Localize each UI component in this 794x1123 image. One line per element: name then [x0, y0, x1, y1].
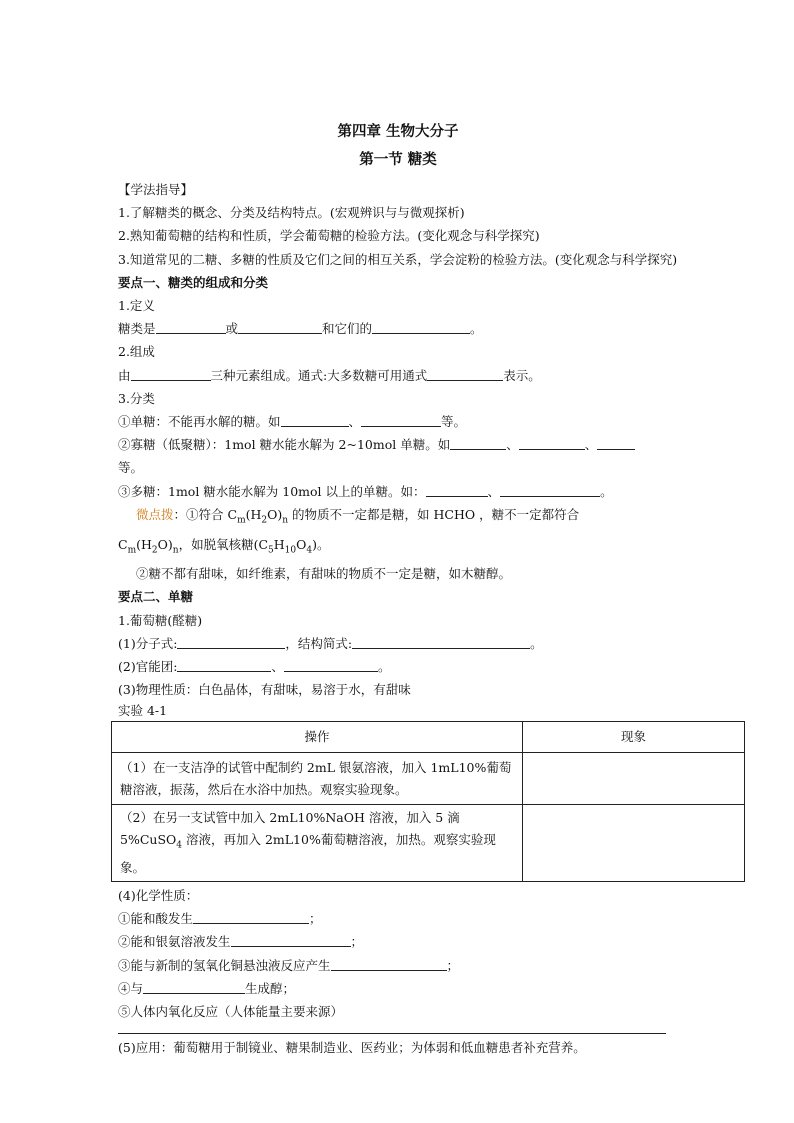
point2-heading: 要点二、单糖	[118, 589, 194, 605]
monosaccharide-line	[118, 410, 678, 433]
table-header-operation: 操作	[112, 722, 523, 753]
definition-heading: 1.定义	[118, 298, 155, 314]
composition-line	[118, 364, 678, 387]
functional-text-c: 。	[377, 659, 391, 675]
mono-text-a: ①单糖：不能再水解的糖。如	[118, 414, 281, 430]
glucose-heading: 1.葡萄糖(醛糖)	[118, 612, 203, 628]
mono-text-b: 、	[348, 414, 362, 430]
poly-text-b: 、	[487, 483, 501, 499]
chem1-text-b: ；	[309, 911, 322, 927]
study-guide-item-2: 2.熟知葡萄糖的结构和性质，学会葡萄糖的检验方法。(变化观念与科学探究)	[118, 228, 540, 244]
mono-text-c: 等。	[441, 414, 467, 430]
definition-text-d: 。	[470, 321, 483, 337]
oligo-blank-3[interactable]	[597, 435, 635, 450]
answer-line[interactable]	[118, 1033, 666, 1034]
worksheet-page	[118, 118, 678, 1059]
experiment-label: 实验 4-1	[118, 703, 168, 719]
classification-heading: 3.分类	[118, 390, 155, 406]
chemical-property-2	[118, 930, 678, 953]
definition-blank-1[interactable]	[156, 319, 226, 334]
study-guide-heading: 【学法指导】	[118, 182, 194, 197]
poly-text-a: ③多糖：1mol 糖水能水解为 10mol 以上的单糖。如：	[118, 483, 426, 499]
functional-text-b: 、	[271, 659, 284, 675]
functional-blank-1[interactable]	[177, 657, 271, 672]
hint-label: 微点拨	[136, 506, 174, 522]
oligo-text-b: 、	[506, 437, 519, 453]
chemical-property-4	[118, 977, 678, 1000]
operation-cell: （1）在一支洁净的试管中配制约 2mL 银氨溶液，加入 1mL10%葡萄糖溶液，振荡，然后在水浴中加热。观察实验现象。	[112, 753, 523, 805]
table-row	[112, 753, 745, 805]
chem3-blank[interactable]	[331, 956, 447, 971]
formula-text-b: ，结构简式:	[285, 635, 353, 651]
mono-blank-1[interactable]	[281, 412, 349, 427]
composition-text-c: 表示。	[503, 367, 541, 383]
definition-blank-2[interactable]	[238, 319, 322, 334]
chem1-text-a: ①能和酸发生	[118, 911, 194, 927]
physical-properties: (3)物理性质：白色晶体，有甜味，易溶于水，有甜味	[118, 682, 411, 698]
chapter-title: 第四章 生物大分子	[337, 123, 459, 140]
point1-heading: 要点一、糖类的组成和分类	[118, 274, 269, 290]
chem2-blank[interactable]	[231, 932, 351, 947]
polysaccharide-line	[118, 480, 678, 503]
poly-blank-2[interactable]	[500, 482, 600, 497]
definition-text-b: 或	[225, 321, 239, 337]
definition-text-a: 糖类是	[118, 321, 156, 337]
chem4-text-b: 生成醇；	[245, 980, 296, 996]
chem4-blank[interactable]	[143, 979, 245, 994]
chem4-text-a: ④与	[118, 980, 144, 996]
section-title: 第一节 糖类	[359, 151, 437, 168]
oligosaccharide-line-2: 等。	[118, 460, 144, 476]
chem2-text-b: ；	[350, 934, 364, 950]
experiment-table	[111, 721, 745, 882]
functional-text-a: (2)官能团:	[118, 659, 178, 675]
hint-text-1: ：①符合 $C_m(H_2O)_n$ 的物质不一定都是糖，如 HCHO ，糖不一定都符合	[173, 506, 580, 526]
chem3-text-a: ③能与新制的氢氧化铜悬浊液反应产生	[118, 957, 331, 973]
oligo-text-c: 、	[584, 437, 598, 453]
poly-blank-1[interactable]	[426, 482, 488, 497]
formula-line	[118, 632, 678, 655]
composition-text-a: 由	[118, 367, 131, 383]
hint-line-3: ②糖不都有甜味，如纤维素，有甜味的物质不一定是糖，如木糖醇。	[136, 566, 512, 582]
hint-line-2: $C_m(H_2O)_n$，如脱氧核糖$(C_5H_{10}O_4)$。	[118, 536, 330, 556]
oligo-blank-2[interactable]	[519, 435, 585, 450]
hint-line-1	[118, 503, 678, 533]
phenomenon-cell[interactable]	[523, 805, 745, 882]
composition-heading: 2.组成	[118, 344, 155, 360]
chemical-property-5: ⑤人体内氧化反应（人体能量主要来源）	[118, 1003, 344, 1019]
mono-blank-2[interactable]	[361, 412, 441, 427]
definition-text-c: 和它们的	[322, 321, 373, 337]
formula-blank-2[interactable]	[352, 634, 530, 649]
application-line: (5)应用：葡萄糖用于制镜业、糖果制造业、医药业；为体弱和低血糖患者补充营养。	[118, 1040, 586, 1056]
table-header-phenomenon: 现象	[523, 722, 745, 753]
definition-blank-3[interactable]	[372, 319, 470, 334]
formula-text-c: 。	[530, 635, 543, 651]
composition-blank-1[interactable]	[131, 366, 211, 381]
chem1-blank[interactable]	[193, 909, 309, 924]
study-guide-item-3: 3.知道常见的二糖、多糖的性质及它们之间的相互关系，学会淀粉的检验方法。(变化观念与科学探究)	[118, 251, 678, 267]
formula-text-a: (1)分子式:	[118, 635, 178, 651]
poly-text-c: 。	[600, 483, 613, 499]
chemical-properties-heading: (4)化学性质：	[118, 887, 199, 903]
chem2-text-a: ②能和银氨溶液发生	[118, 934, 231, 950]
chem3-text-b: ；	[446, 957, 460, 973]
oligosaccharide-line	[118, 433, 678, 456]
study-guide-item-1: 1.了解糖类的概念、分类及结构特点。(宏观辨识与与微观探析)	[118, 205, 465, 221]
formula-blank-1[interactable]	[177, 634, 285, 649]
composition-text-b: 三种元素组成。通式:大多数糖可用通式	[210, 367, 428, 383]
functional-group-line	[118, 655, 678, 678]
phenomenon-cell[interactable]	[523, 753, 745, 805]
chemical-property-1	[118, 907, 678, 930]
composition-blank-2[interactable]	[427, 366, 503, 381]
oligo-text-a: ②寡糖（低聚糖）：1mol 糖水能水解为 2~10mol 单糖。如	[118, 437, 451, 453]
chemical-property-3	[118, 954, 678, 977]
oligo-blank-1[interactable]	[450, 435, 506, 450]
functional-blank-2[interactable]	[284, 657, 378, 672]
definition-line	[118, 317, 678, 340]
table-row	[112, 805, 745, 882]
operation-cell: （2）在另一支试管中加入 2mL10%NaOH 溶液，加入 5 滴 5%CuSO$_4$ 溶液，再加入 2mL10%葡萄糖溶液，加热。观察实验现象。	[112, 805, 523, 882]
